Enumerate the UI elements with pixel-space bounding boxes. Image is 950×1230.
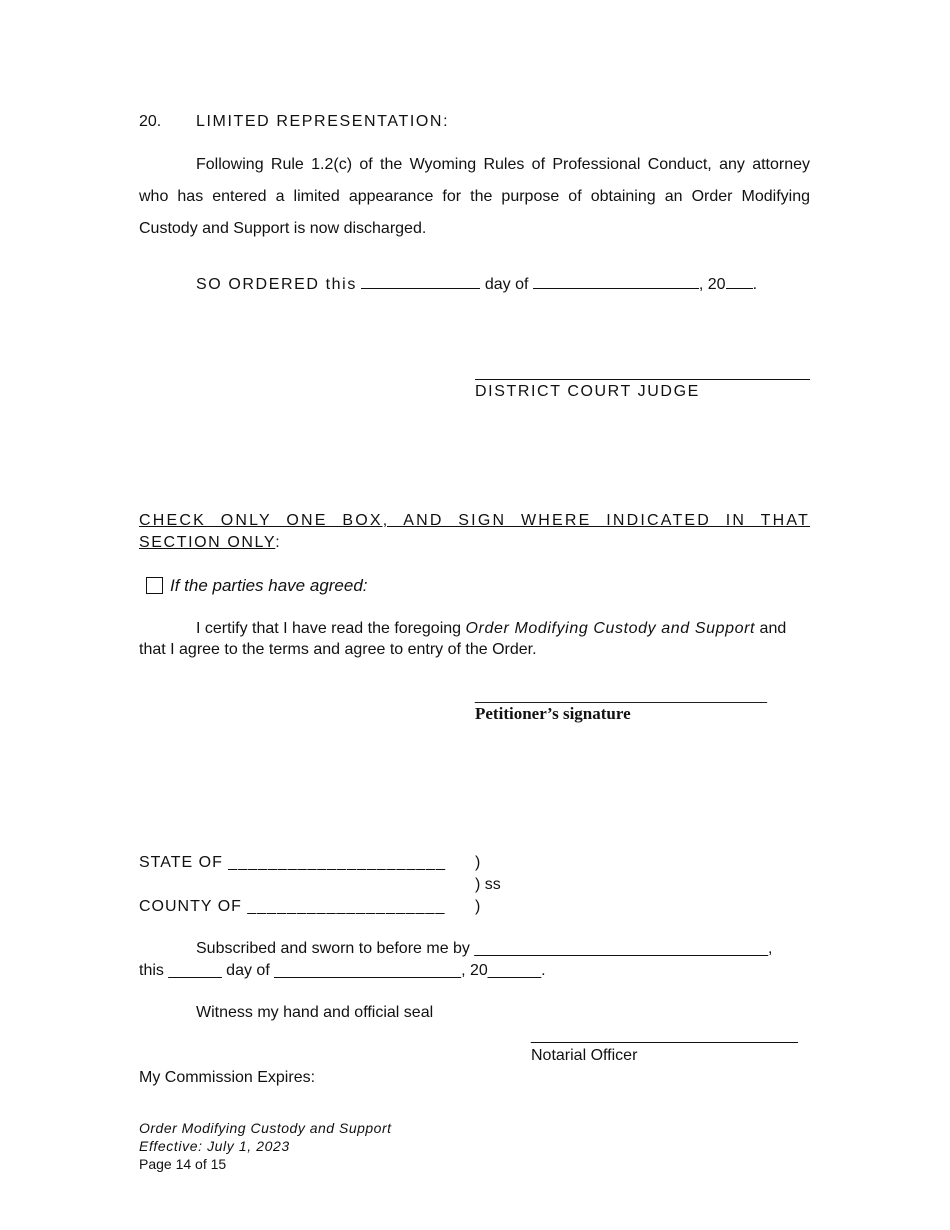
instruction-colon: : (275, 534, 282, 551)
limited-representation-paragraph (139, 149, 810, 245)
venue-paren-3: ) (475, 898, 481, 915)
instruction-line-1: CHECK ONLY ONE BOX, AND SIGN WHERE INDICATED IN THAT (139, 512, 810, 529)
section-number: 20. (139, 113, 162, 130)
so-ordered-line (196, 274, 757, 294)
certify-line-2: that I agree to the terms and agree to entry of the Order. (139, 641, 537, 658)
agreed-checkbox[interactable] (146, 577, 163, 594)
certify-text-start: I certify that I have read the foregoing (196, 620, 466, 637)
venue-paren-ss: ) ss (475, 876, 501, 893)
petitioner-signature-label: Petitioner’s signature (475, 704, 631, 723)
paragraph-text: Following Rule 1.2(c) of the Wyoming Rules of Professional Conduct, any attorney who has entered a limited appearance for the purpose of obtaining an Order Modifying Custody and Support is now discharged. (139, 156, 810, 237)
day-of-label: day of (484, 276, 529, 293)
footer-page-number: Page 14 of 15 (139, 1156, 227, 1172)
agreed-checkbox-label: If the parties have agreed: (170, 576, 368, 595)
section-title: LIMITED REPRESENTATION: (196, 113, 450, 130)
judge-signature-line[interactable] (475, 379, 810, 380)
instruction-section-only: SECTION ONLY (139, 534, 276, 551)
certify-line-1 (196, 620, 786, 638)
footer-doc-title: Order Modifying Custody and Support (139, 1120, 392, 1136)
notarial-officer-label: Notarial Officer (531, 1047, 638, 1064)
instruction-line-2 (139, 534, 281, 552)
state-of-line: STATE OF ______________________ (139, 854, 447, 871)
judge-label: DISTRICT COURT JUDGE (475, 383, 700, 400)
period: . (752, 276, 758, 293)
certify-text-end: and (755, 620, 787, 637)
commission-expires: My Commission Expires: (139, 1069, 316, 1086)
certify-doc-title: Order Modifying Custody and Support (465, 620, 756, 637)
so-ordered-label: SO ORDERED this (196, 276, 357, 293)
footer-effective: Effective: July 1, 2023 (139, 1138, 290, 1154)
notarial-officer-line[interactable]: ______________________________ (531, 1027, 798, 1044)
subscribed-date-line: this ______ day of _____________________, 20______. (139, 962, 546, 979)
venue-paren-1: ) (475, 854, 481, 871)
petitioner-signature-line[interactable]: ___________________________________ (475, 687, 767, 704)
month-blank[interactable] (533, 274, 699, 289)
subscribed-line: Subscribed and sworn to before me by _________________________________, (196, 940, 773, 957)
year-prefix: , 20 (698, 276, 726, 293)
witness-text: Witness my hand and official seal (196, 1004, 434, 1021)
county-of-line: COUNTY OF ____________________ (139, 898, 446, 915)
day-blank[interactable] (361, 274, 480, 289)
year-blank[interactable] (726, 274, 753, 289)
